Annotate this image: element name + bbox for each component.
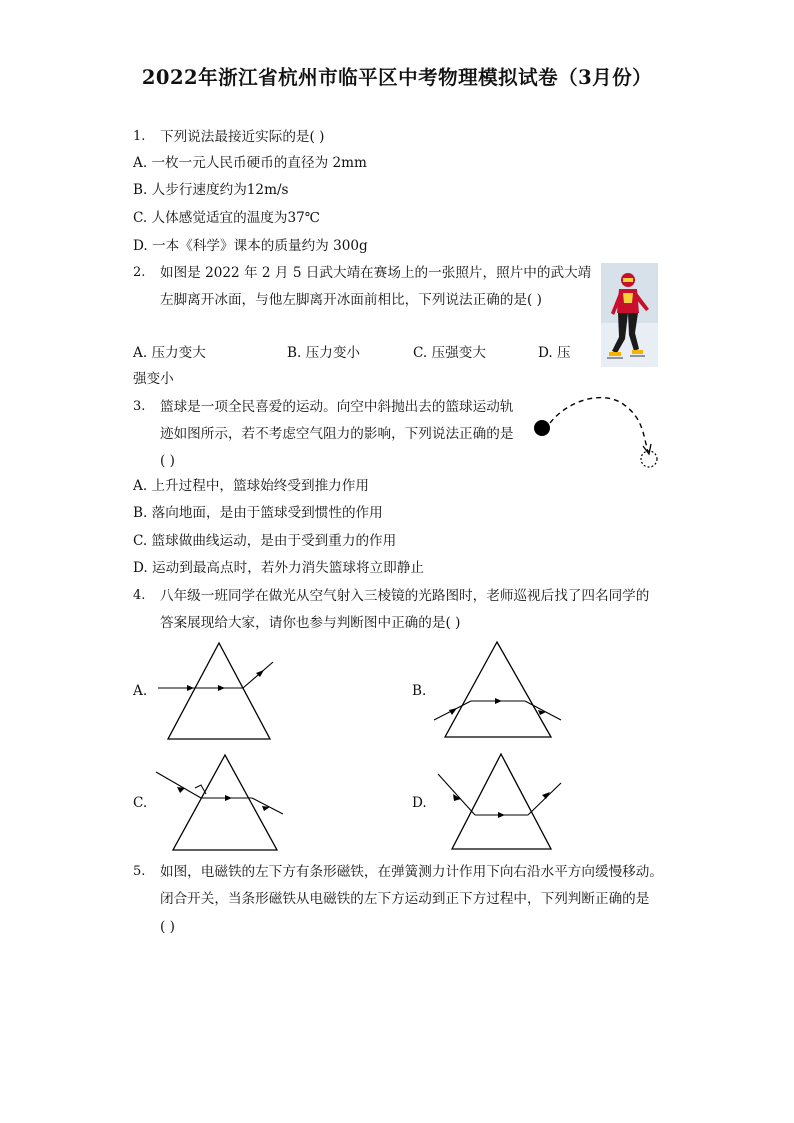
page-title: 2022年浙江省杭州市临平区中考物理模拟试卷（3月份） [141, 66, 653, 89]
option-b: B. 人步行速度约为12m/s [133, 182, 289, 198]
diagram-label-c: C. [133, 795, 148, 811]
option-b: B. 落向地面，是由于篮球受到惯性的作用 [133, 505, 383, 521]
question-stem: 下列说法最接近实际的是( ) [160, 129, 325, 145]
option-a: A. 上升过程中，篮球始终受到推力作用 [133, 478, 369, 494]
option-b: B. 压力变小 [287, 345, 361, 361]
prism-diagram-a [150, 638, 280, 743]
diagram-label-d: D. [412, 795, 427, 811]
question-stem: ( ) [160, 453, 175, 469]
question-stem: ( ) [160, 919, 175, 935]
skater-photo [601, 263, 658, 367]
option-d: D. 运动到最高点时，若外力消失篮球将立即静止 [133, 560, 424, 576]
option-d-continued: 强变小 [133, 371, 174, 387]
question-stem: 篮球是一项全民喜爱的运动。向空中斜抛出去的篮球运动轨 [160, 399, 514, 415]
option-a: A. 一枚一元人民币硬币的直径为 2mm [133, 155, 367, 171]
prism-diagram-c [150, 750, 285, 855]
diagram-label-a: A. [133, 683, 148, 699]
question-number: 1. [133, 129, 146, 144]
option-c: C. 人体感觉适宜的温度为37℃ [133, 210, 320, 226]
diagram-label-b: B. [412, 683, 427, 699]
question-stem: 如图是 2022 年 2 月 5 日武大靖在赛场上的一张照片，照片中的武大靖 [160, 265, 592, 281]
basketball-trajectory-diagram [528, 390, 663, 472]
question-stem: 答案展现给大家，请你也参与判断图中正确的是( ) [160, 615, 461, 631]
option-c: C. 压强变大 [413, 345, 486, 361]
option-a: A. 压力变大 [133, 345, 206, 361]
question-number: 2. [133, 265, 146, 280]
question-number: 3. [133, 399, 146, 414]
question-stem: 闭合开关，当条形磁铁从电磁铁的左下方运动到正下方过程中，下列判断正确的是 [160, 891, 650, 907]
option-d: D. 一本《科学》课本的质量约为 300g [133, 238, 368, 254]
option-d: D. 压 [538, 345, 571, 361]
question-stem: 如图，电磁铁的左下方有条形磁铁，在弹簧测力计作用下向右沿水平方向缓慢移动。 [160, 864, 663, 880]
prism-diagram-b [430, 638, 565, 743]
prism-diagram-d [430, 750, 570, 855]
question-number: 4. [133, 588, 146, 603]
option-c: C. 篮球做曲线运动，是由于受到重力的作用 [133, 533, 397, 549]
question-stem: 八年级一班同学在做光从空气射入三棱镜的光路图时，老师巡视后找了四名同学的 [160, 588, 650, 604]
question-stem: 迹如图所示，若不考虑空气阻力的影响，下列说法正确的是 [160, 426, 514, 442]
question-stem: 左脚离开冰面，与他左脚离开冰面前相比，下列说法正确的是( ) [160, 292, 542, 308]
question-number: 5. [133, 864, 146, 879]
